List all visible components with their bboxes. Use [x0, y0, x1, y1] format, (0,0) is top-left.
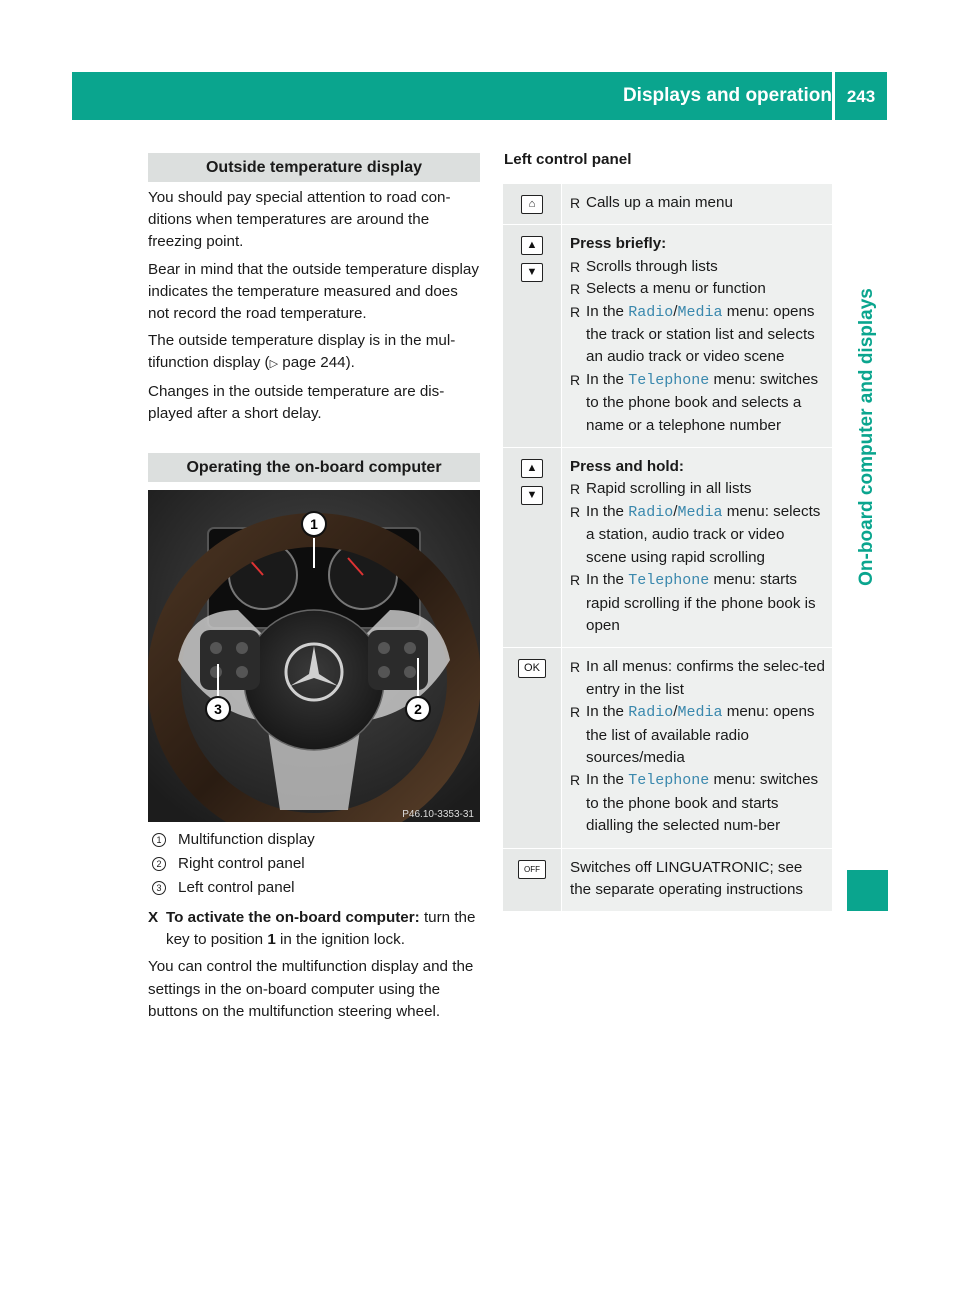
figure-code: P46.10-3353-31: [402, 809, 474, 820]
legend-number: 1: [152, 833, 166, 847]
legend-text: Right control panel: [178, 855, 305, 872]
bullet-item: [570, 769, 826, 837]
text: In the: [586, 370, 629, 388]
bullet-item: R Selects a menu or function: [570, 278, 826, 300]
menu-name: Radio: [628, 303, 674, 321]
cell-heading: Press and hold:: [570, 458, 684, 476]
text: menu: switches to the phone book and selects a name or a telephone number: [586, 370, 819, 434]
menu-name: Media: [677, 704, 723, 722]
menu-name: Radio: [628, 503, 674, 521]
onboard-instructions: [148, 907, 481, 1028]
action-text: in the ignition lock.: [275, 931, 405, 949]
action-step: [148, 907, 481, 951]
text: In the: [586, 771, 629, 789]
menu-name: Telephone: [628, 371, 710, 389]
table-row: [503, 448, 832, 648]
legend-item: [148, 852, 480, 876]
text: menu: opens the track or station list and selects an audio track or video scene: [586, 302, 815, 366]
outside-temperature-text: [148, 187, 481, 430]
legend-item: [148, 828, 480, 852]
paragraph: You can control the multifunction display and the settings in the on-board computer using the buttons on the multifunction steering wheel.: [148, 958, 474, 1020]
cell-heading: Press briefly:: [570, 235, 667, 253]
legend-text: Multifunction display: [178, 831, 315, 848]
ok-button-icon: OK: [518, 659, 546, 678]
text: menu: switches to the phone book and starts dialling the selected num-ber: [586, 771, 819, 835]
text: menu: opens the list of available radio sources/media: [586, 703, 815, 766]
steering-wheel-figure: [148, 490, 480, 822]
paragraph: You should pay special attention to road con-ditions when temperatures are around the freezing point.: [148, 189, 451, 251]
table-row: [503, 225, 832, 448]
description-cell: [562, 448, 832, 647]
table-row: [503, 648, 832, 848]
steering-wheel-illustration: [148, 490, 480, 822]
paragraph: Changes in the outside temperature are dis-played after a short delay.: [148, 382, 445, 422]
action-label: To activate the on-board computer:: [166, 909, 420, 926]
down-arrow-button-icon: ▼: [521, 486, 543, 505]
paragraph: [148, 330, 481, 375]
bullet-item: R Calls up a main menu: [570, 192, 826, 214]
bullet-item: R Rapid scrolling in all lists: [570, 478, 826, 500]
text: In the: [586, 571, 629, 589]
cell-text: Switches off LINGUATRONIC; see the separate operating instructions: [570, 858, 804, 898]
key-cell: [503, 648, 562, 847]
bullet-item: [570, 501, 826, 569]
menu-name: Telephone: [628, 772, 710, 790]
paragraph: Bear in mind that the outside temperature display indicates the temperature measured and does not record the road temperature.: [148, 260, 479, 323]
down-arrow-button-icon: ▼: [521, 263, 543, 282]
text: /: [673, 302, 678, 320]
description-cell: [562, 225, 832, 447]
svg-text:2: 2: [414, 701, 422, 717]
text: In the: [586, 502, 629, 520]
callout-3: [206, 697, 230, 721]
menu-name: Radio: [628, 704, 674, 722]
bullet-item: [570, 701, 826, 769]
text: menu: starts rapid scrolling if the phone book is open: [586, 571, 816, 634]
control-panel-table: [503, 184, 832, 912]
description-cell: [562, 849, 832, 912]
callout-2: [406, 697, 430, 721]
svg-text:1: 1: [310, 516, 318, 532]
page-number: 243: [846, 87, 876, 106]
section-heading-outside-temperature: Outside temperature display: [148, 153, 480, 182]
description-cell: [562, 184, 832, 224]
text: /: [673, 502, 678, 520]
bullet-item: R Scrolls through lists: [570, 256, 826, 278]
legend-number: 3: [152, 881, 166, 895]
section-heading-onboard-computer: Operating the on-board computer: [148, 453, 480, 482]
key-cell: [503, 184, 562, 224]
bullet-item: [570, 301, 826, 369]
key-cell: [503, 448, 562, 647]
chapter-side-tab: [847, 166, 888, 708]
legend-item: [148, 876, 480, 900]
table-row: [503, 849, 832, 913]
text: In the: [586, 302, 629, 320]
callout-1: [302, 512, 326, 536]
up-arrow-button-icon: ▲: [521, 236, 543, 255]
table-title: Left control panel: [504, 151, 632, 168]
page-reference-link[interactable]: page 244).: [278, 354, 355, 372]
menu-name: Media: [677, 503, 723, 521]
table-row: [503, 184, 832, 225]
legend-number: 2: [152, 857, 166, 871]
page-ref-arrow-icon: ▷: [269, 358, 279, 371]
text: In the: [586, 703, 629, 721]
figure-legend: [148, 828, 480, 900]
action-text: turn the key to position: [166, 909, 476, 949]
page-section-title: Displays and operation: [622, 85, 832, 106]
voice-control-off-button-icon: OFF: [518, 860, 546, 879]
chapter-marker-block: [847, 870, 888, 911]
text: /: [673, 703, 678, 721]
svg-text:3: 3: [214, 701, 222, 717]
key-position: 1: [267, 931, 276, 949]
bullet-item: [570, 569, 826, 637]
chapter-title: On-board computer and displays: [856, 288, 877, 586]
key-cell: [503, 849, 562, 912]
text: menu: selects a station, audio track or video scene using rapid scrolling: [586, 502, 821, 566]
description-cell: [562, 648, 832, 847]
bullet-item: R In all menus: confirms the selec-ted entry in the list: [570, 656, 826, 701]
up-arrow-button-icon: ▲: [521, 459, 543, 478]
home-button-icon: ⌂: [521, 195, 543, 214]
bullet-item: [570, 369, 826, 437]
menu-name: Telephone: [628, 572, 710, 590]
paragraph-text: The outside temperature display is in the mul-tifunction display (: [148, 332, 456, 372]
key-cell: [503, 225, 562, 447]
legend-text: Left control panel: [178, 879, 295, 896]
menu-name: Media: [677, 303, 723, 321]
